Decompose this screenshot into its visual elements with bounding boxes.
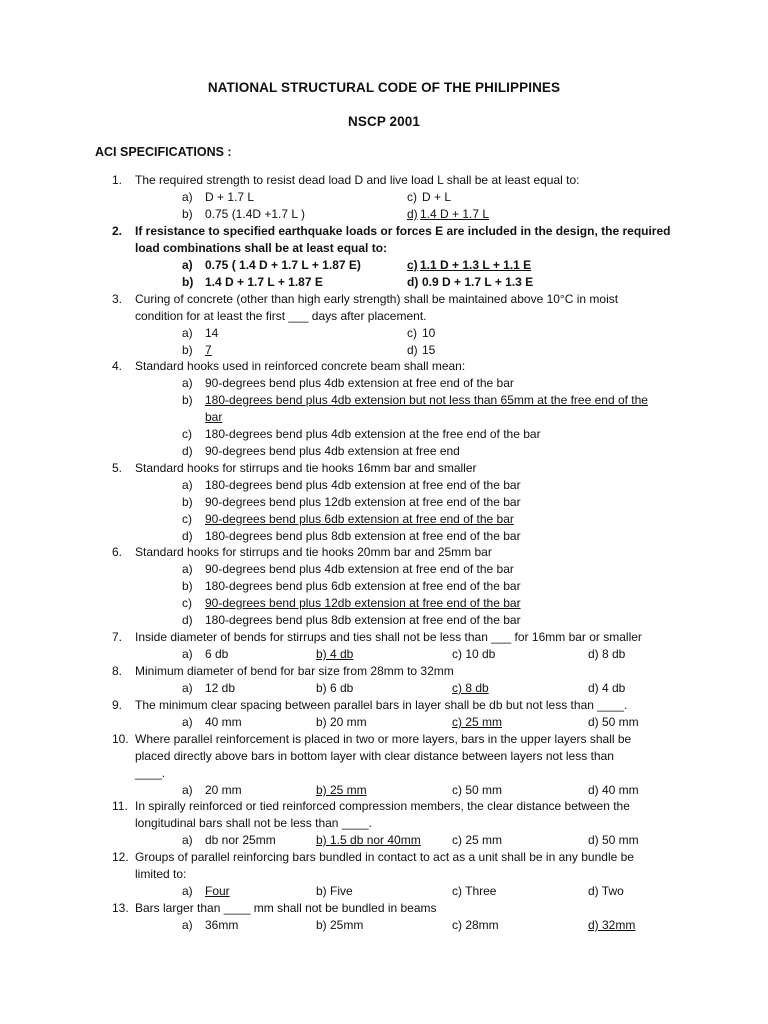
- question-text: Groups of parallel reinforcing bars bundled in contact to act as a unit shall be in any bundle be: [135, 850, 634, 864]
- question-text-continued: ____.: [135, 766, 166, 780]
- question-number: 3.: [112, 292, 123, 306]
- option-text-answer: c) 8 db: [452, 681, 489, 695]
- option-label: c): [407, 190, 417, 204]
- question-text: Standard hooks used in reinforced concrete beam shall mean:: [135, 359, 466, 373]
- document-subtitle: NSCP 2001: [348, 114, 420, 129]
- option-text-answer: d) 32mm: [588, 918, 636, 932]
- option-text-answer: Four: [205, 884, 230, 898]
- option-label-answer: d): [407, 207, 418, 221]
- question-number: 9.: [112, 698, 123, 712]
- option-label: c): [182, 596, 192, 610]
- option-text: D + L: [422, 190, 452, 204]
- question-text-continued: condition for at least the first ___ days after placement.: [135, 309, 427, 323]
- option-text: d) 4 db: [588, 681, 626, 695]
- question-text: Minimum diameter of bend for bar size from 28mm to 32mm: [135, 664, 454, 678]
- option-text: 12 db: [205, 681, 236, 695]
- option-text: b) 20 mm: [316, 715, 367, 729]
- option-label: d): [182, 444, 193, 458]
- question-number: 2.: [112, 224, 123, 238]
- option-text: c) Three: [452, 884, 497, 898]
- option-label: c): [407, 326, 417, 340]
- option-text-answer: b) 1.5 db nor 40mm: [316, 833, 421, 847]
- option-label: d): [407, 343, 418, 357]
- question-text: The required strength to resist dead load D and live load L shall be at least equal to:: [135, 173, 580, 187]
- option-label-answer: c): [407, 258, 418, 272]
- option-label: d): [182, 529, 193, 543]
- option-label: c): [182, 512, 192, 526]
- question-number: 10.: [112, 732, 129, 746]
- option-text-answer: 1.4 D + 1.7 L: [420, 207, 490, 221]
- question-text-continued: longitudinal bars shall not be less than ____.: [135, 816, 372, 830]
- option-text: c) 28mm: [452, 918, 499, 932]
- option-label: d): [407, 275, 419, 289]
- option-text: 180-degrees bend plus 4db extension at free end of the bar: [205, 478, 521, 492]
- option-label: c): [182, 427, 192, 441]
- option-text-answer-continued: bar: [205, 410, 223, 424]
- option-text: d) 50 mm: [588, 833, 639, 847]
- option-text: 180-degrees bend plus 8db extension at free end of the bar: [205, 529, 521, 543]
- option-label: a): [182, 884, 193, 898]
- question-text: Curing of concrete (other than high early strength) shall be maintained above 10°C in moist: [135, 292, 619, 306]
- option-text: d) 40 mm: [588, 783, 639, 797]
- option-label: b): [182, 495, 193, 509]
- option-text: 36mm: [205, 918, 239, 932]
- question-text-continued: placed directly above bars in bottom layer with clear distance between layers not less than: [135, 749, 614, 763]
- option-label: d): [182, 613, 193, 627]
- option-text: 0.9 D + 1.7 L + 1.3 E: [422, 275, 534, 289]
- question-text: Inside diameter of bends for stirrups and ties shall not be less than ___ for 16mm bar or smaller: [135, 630, 642, 644]
- question-text-continued: load combinations shall be at least equal to:: [135, 241, 388, 255]
- option-label: a): [182, 833, 193, 847]
- option-text: D + 1.7 L: [205, 190, 255, 204]
- option-text: b) 25mm: [316, 918, 364, 932]
- option-label: a): [182, 681, 193, 695]
- question-text: If resistance to specified earthquake loads or forces E are included in the design, the required: [135, 224, 671, 238]
- question-text: The minimum clear spacing between parallel bars in layer shall be db but not less than ____.: [135, 698, 628, 712]
- option-text: 1.4 D + 1.7 L + 1.87 E: [205, 275, 323, 289]
- option-label: b): [182, 207, 193, 221]
- option-text: 90-degrees bend plus 4db extension at free end of the bar: [205, 562, 514, 576]
- question-number: 7.: [112, 630, 123, 644]
- option-text-answer: 1.1 D + 1.3 L + 1.1 E: [420, 258, 532, 272]
- option-text: 180-degrees bend plus 8db extension at free end of the bar: [205, 613, 521, 627]
- option-text-answer: 90-degrees bend plus 6db extension at free end of the bar: [205, 512, 514, 526]
- option-label: a): [182, 258, 193, 272]
- option-text: d) Two: [588, 884, 624, 898]
- option-text: b) Five: [316, 884, 353, 898]
- section-heading: ACI SPECIFICATIONS :: [95, 145, 232, 159]
- option-text: 180-degrees bend plus 6db extension at free end of the bar: [205, 579, 521, 593]
- option-text: 6 db: [205, 647, 229, 661]
- option-text: db nor 25mm: [205, 833, 276, 847]
- option-text: 90-degrees bend plus 4db extension at free end of the bar: [205, 376, 514, 390]
- option-label: a): [182, 715, 193, 729]
- option-text-answer: b) 4 db: [316, 647, 354, 661]
- question-number: 5.: [112, 461, 123, 475]
- option-text: 15: [422, 343, 436, 357]
- option-text-answer: 7: [205, 343, 212, 357]
- option-label: b): [182, 275, 194, 289]
- option-text: 14: [205, 326, 219, 340]
- option-text-answer: c) 25 mm: [452, 715, 503, 729]
- option-text: b) 6 db: [316, 681, 354, 695]
- question-number: 13.: [112, 901, 129, 915]
- option-text: 20 mm: [205, 783, 242, 797]
- option-text: 0.75 (1.4D +1.7 L ): [205, 207, 305, 221]
- option-label: a): [182, 918, 193, 932]
- option-label: a): [182, 190, 193, 204]
- question-number: 4.: [112, 359, 123, 373]
- question-number: 12.: [112, 850, 129, 864]
- question-text-continued: limited to:: [135, 867, 187, 881]
- option-text-answer: b) 25 mm: [316, 783, 367, 797]
- option-text: c) 50 mm: [452, 783, 503, 797]
- option-label: a): [182, 647, 193, 661]
- option-label: b): [182, 393, 193, 407]
- option-text: 40 mm: [205, 715, 242, 729]
- question-text: Standard hooks for stirrups and tie hooks 16mm bar and smaller: [135, 461, 477, 475]
- option-label: a): [182, 478, 193, 492]
- option-text: d) 50 mm: [588, 715, 639, 729]
- option-text-answer: 180-degrees bend plus 4db extension but not less than 65mm at the free end of the: [205, 393, 648, 407]
- question-number: 6.: [112, 545, 123, 559]
- option-text: c) 10 db: [452, 647, 496, 661]
- option-label: b): [182, 579, 193, 593]
- question-number: 11.: [112, 799, 128, 813]
- option-label: a): [182, 783, 193, 797]
- question-text: Bars larger than ____ mm shall not be bundled in beams: [135, 901, 437, 915]
- question-text: Where parallel reinforcement is placed in two or more layers, bars in the upper layers shall be: [135, 732, 632, 746]
- option-text: 180-degrees bend plus 4db extension at the free end of the bar: [205, 427, 541, 441]
- option-text: 10: [422, 326, 436, 340]
- option-text: 0.75 ( 1.4 D + 1.7 L + 1.87 E): [205, 258, 361, 272]
- option-text: 90-degrees bend plus 12db extension at free end of the bar: [205, 495, 521, 509]
- question-text: Standard hooks for stirrups and tie hooks 20mm bar and 25mm bar: [135, 545, 492, 559]
- option-text: 90-degrees bend plus 4db extension at free end: [205, 444, 460, 458]
- option-label: b): [182, 343, 193, 357]
- document-title: NATIONAL STRUCTURAL CODE OF THE PHILIPPINES: [207, 80, 561, 95]
- option-label: a): [182, 562, 193, 576]
- option-label: a): [182, 326, 193, 340]
- question-number: 1.: [112, 173, 123, 187]
- question-text: In spirally reinforced or tied reinforced compression members, the clear distance between the: [135, 799, 630, 813]
- question-number: 8.: [112, 664, 123, 678]
- option-text-answer: 90-degrees bend plus 12db extension at free end of the bar: [205, 596, 521, 610]
- option-text: d) 8 db: [588, 647, 626, 661]
- option-label: a): [182, 376, 193, 390]
- option-text: c) 25 mm: [452, 833, 503, 847]
